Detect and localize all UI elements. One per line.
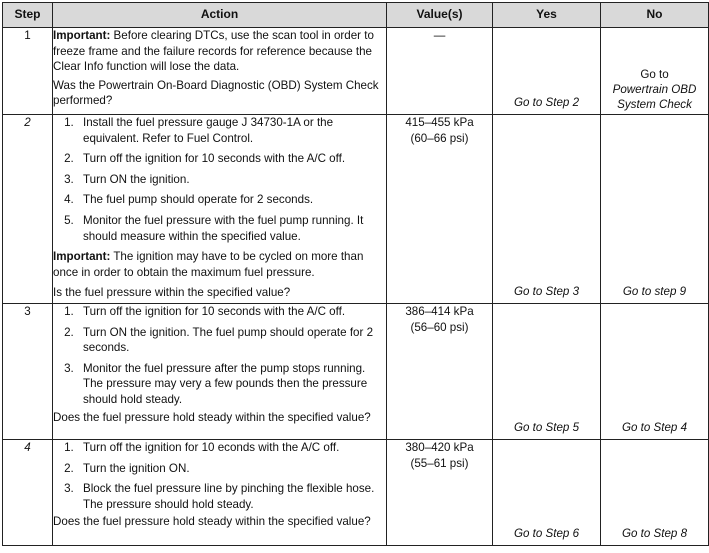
no-goto-line1: Go to [640,68,669,81]
value-kpa: 380–420 kPa [405,440,474,454]
step-number: 3 [3,303,53,439]
yes-cell [493,439,601,545]
no-goto-link[interactable]: Go to Step 4 [621,421,688,435]
table-row-step-3 [3,303,709,439]
table-row-step-4 [3,439,709,545]
action-step-item: 3. Block the fuel pressure line by pinching the flexible hose. The pressure should hold steady. [77,481,386,512]
diagnostic-table [2,2,709,546]
question: Was the Powertrain On-Board Diagnostic (OBD) System Check performed? [53,78,379,108]
question: Is the fuel pressure within the specified value? [53,286,291,300]
action-step-item: 4. The fuel pump should operate for 2 seconds. [77,192,386,208]
action-steps-list [53,115,386,244]
no-goto-link[interactable]: Go to step 9 [622,285,687,299]
no-cell [601,28,709,115]
header-step: Step [3,3,53,28]
yes-cell [493,115,601,304]
yes-goto-link[interactable]: Go to Step 3 [513,285,580,299]
step-number: 1 [3,28,53,115]
header-action: Action [53,3,387,28]
action-cell [53,28,387,115]
no-cell [601,439,709,545]
action-steps-list [53,440,386,512]
action-step-item: 2. Turn the ignition ON. [77,461,386,477]
step-number: 4 [3,439,53,545]
yes-cell [493,28,601,115]
action-step-item: 2. Turn ON the ignition. The fuel pump should operate for 2 seconds. [77,325,386,356]
action-step-item: 1. Turn off the ignition for 10 seconds with the A/C off. [77,304,386,320]
important-label: Important: [53,250,111,264]
value-psi: (60–66 psi) [410,131,469,145]
value-cell [387,439,493,545]
important-note [53,249,386,280]
question: Does the fuel pressure hold steady within the specified value? [53,410,371,424]
step-number: 2 [3,115,53,304]
important-note [53,28,386,75]
table-row-step-1 [3,28,709,115]
important-text: The ignition may have to be cycled on more than once in order to obtain the maximum fuel pressure. [53,250,364,279]
question: Does the fuel pressure hold steady within the specified value? [53,515,371,529]
table-row-step-2 [3,115,709,304]
action-cell [53,115,387,304]
important-text: Before clearing DTCs, use the scan tool in order to freeze frame and the failure records for reference because the Clear Info function will lose the data. [53,29,374,74]
value-cell [387,115,493,304]
no-goto-link[interactable]: Go to Step 8 [621,527,688,541]
yes-goto-link[interactable]: Go to Step 6 [513,527,580,541]
yes-goto-link[interactable]: Go to Step 5 [513,421,580,435]
action-step-item: 1. Turn off the ignition for 10 econds with the A/C off. [77,440,386,456]
header-yes: Yes [493,3,601,28]
action-steps-list [53,304,386,408]
header-no: No [601,3,709,28]
action-cell [53,439,387,545]
header-values: Value(s) [387,3,493,28]
action-step-item: 2. Turn off the ignition for 10 seconds with the A/C off. [77,151,386,167]
value-dash: — [433,29,446,42]
value-kpa: 386–414 kPa [405,304,474,318]
action-step-item: 3. Turn ON the ignition. [77,172,386,188]
yes-goto-link[interactable]: Go to Step 2 [513,96,580,110]
action-step-item: 1. Install the fuel pressure gauge J 34730-1A or the equivalent. Refer to Fuel Control. [77,115,386,146]
value-psi: (56–60 psi) [410,320,469,334]
action-cell [53,303,387,439]
value-psi: (55–61 psi) [410,456,469,470]
no-goto-line3: System Check [617,98,692,111]
action-step-item: 5. Monitor the fuel pressure with the fuel pump running. It should measure within the specified value. [77,213,386,244]
no-cell [601,115,709,304]
value-kpa: 415–455 kPa [405,116,474,129]
yes-cell [493,303,601,439]
no-cell [601,303,709,439]
no-goto-line2: Powertrain OBD [612,83,697,96]
action-step-item: 3. Monitor the fuel pressure after the pump stops running. The pressure may very a few pounds then the pressure should hold steady. [77,361,386,408]
value-cell [387,28,493,115]
header-row [3,3,709,28]
important-label: Important: [53,29,111,42]
value-cell [387,303,493,439]
no-goto-link[interactable] [601,67,708,112]
